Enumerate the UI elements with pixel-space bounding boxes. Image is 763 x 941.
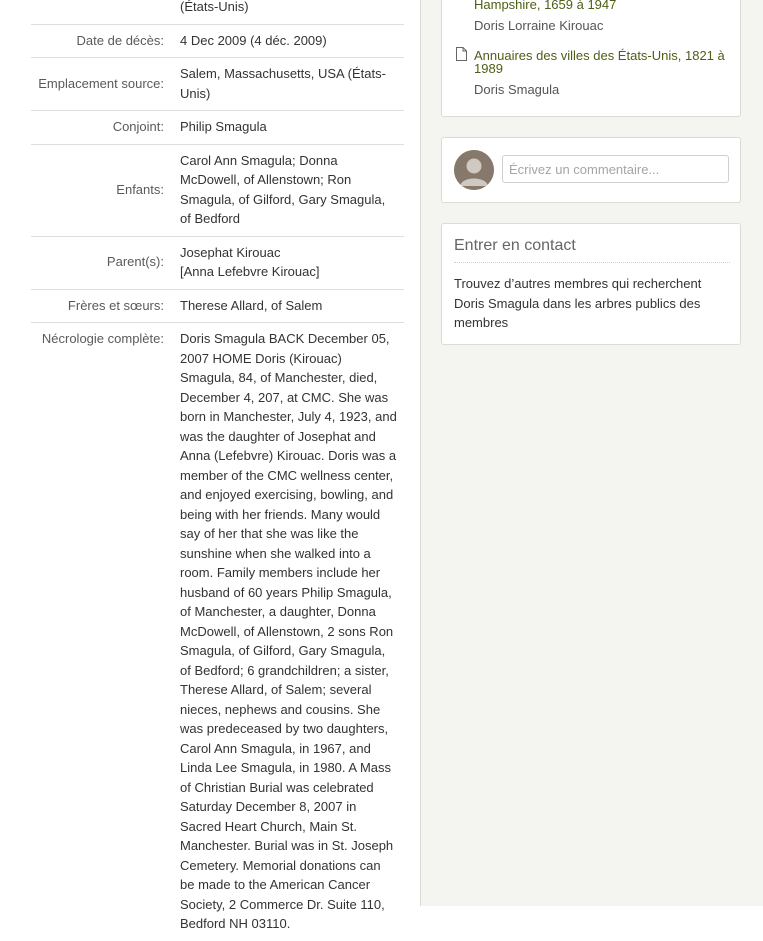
source-person: Doris Lorraine Kirouac bbox=[474, 18, 604, 33]
fact-label: Enfants: bbox=[31, 144, 180, 236]
fact-row-spouse bbox=[31, 111, 404, 145]
obituary-text: Doris Smagula BACK December 05, 2007 HOME Doris (Kirouac) Smagula, 84, of Manchester, died, December 4, 207, at CMC. She was born in Manchester, July 4, 1923, and was the daughter of Josephat and Anna (Lefebvre) Kirouac. Doris was a member of the CMC wellness center, and enjoyed exercising, bowling, and being with her friends. Many would say of her that she was like the sunshine when she walked into a room. Family members include her husband of 60 years Philip Smagula, of Manchester, a daughter, Donna McDowell, of Allenstown, 2 sons Ron Smagula, of Gilford, Gary Smagula, of Bedford; 6 grandchildren; a sister, Therese Allard, of Salem; several nieces, nephews and cousins. She was predeceased by two daughters, Carol Ann Smagula, in 1967, and Linda Lee Smagula, in 1980. A Mass of Christian Burial was celebrated Saturday December 8, 2007 in Sacred Heart Church, Main St. Manchester. Burial was in St. Joseph Cemetery. Memorial donations can be made to the American Cancer Society, 2 Commerce Dr. Suite 110, Bedford NH 03110. bbox=[180, 323, 404, 941]
fact-value: Carol Ann Smagula; Donna McDowell, of Allenstown; Ron Smagula, of Gilford, Gary Smagula, of Bedford bbox=[180, 144, 404, 236]
contact-text: Trouvez d’autres membres qui recherchent Doris Smagula dans les arbres publics des membres bbox=[454, 276, 702, 330]
source-link-line2[interactable]: 1989 bbox=[474, 61, 503, 76]
facts-table bbox=[31, 0, 404, 941]
source-link[interactable] bbox=[474, 48, 725, 76]
fact-row-death-date bbox=[31, 24, 404, 58]
comment-input[interactable] bbox=[502, 155, 729, 183]
fact-row-location-continued bbox=[31, 0, 404, 24]
source-person: Doris Smagula bbox=[474, 82, 560, 97]
fact-label: Emplacement source: bbox=[31, 58, 180, 111]
fact-row-parents bbox=[31, 236, 404, 289]
fact-row-siblings bbox=[31, 289, 404, 323]
comment-card bbox=[441, 137, 741, 203]
contact-card bbox=[441, 223, 741, 345]
fact-row-obituary bbox=[31, 323, 404, 941]
fact-value: (États-Unis) bbox=[180, 0, 249, 14]
user-silhouette-icon bbox=[454, 150, 494, 190]
fact-label: Nécrologie complète: bbox=[31, 323, 180, 941]
fact-row-children bbox=[31, 144, 404, 236]
fact-value: Therese Allard, of Salem bbox=[180, 289, 404, 323]
fact-label: Parent(s): bbox=[31, 236, 180, 289]
source-link-line1[interactable]: Annuaires des villes des États-Unis, 1821 à bbox=[474, 48, 725, 63]
parent-mother: [Anna Lefebvre Kirouac] bbox=[180, 264, 320, 279]
contact-title: Entrer en contact bbox=[454, 237, 730, 263]
avatar bbox=[454, 150, 494, 190]
fact-value bbox=[180, 236, 404, 289]
document-icon bbox=[456, 47, 467, 61]
fact-value: Philip Smagula bbox=[180, 111, 404, 145]
sidebar bbox=[420, 0, 763, 906]
fact-value: 4 Dec 2009 (4 déc. 2009) bbox=[180, 24, 404, 58]
fact-label bbox=[31, 0, 180, 24]
fact-row-source-location bbox=[31, 58, 404, 111]
parent-father: Josephat Kirouac bbox=[180, 244, 281, 260]
sources-card bbox=[441, 0, 741, 117]
fact-label: Frères et sœurs: bbox=[31, 289, 180, 323]
fact-label: Date de décès: bbox=[31, 24, 180, 58]
source-link-partial[interactable]: Hampshire, 1659 à 1947 bbox=[474, 0, 617, 12]
fact-label: Conjoint: bbox=[31, 111, 180, 145]
fact-value: Salem, Massachusetts, USA (États-Unis) bbox=[180, 58, 404, 111]
